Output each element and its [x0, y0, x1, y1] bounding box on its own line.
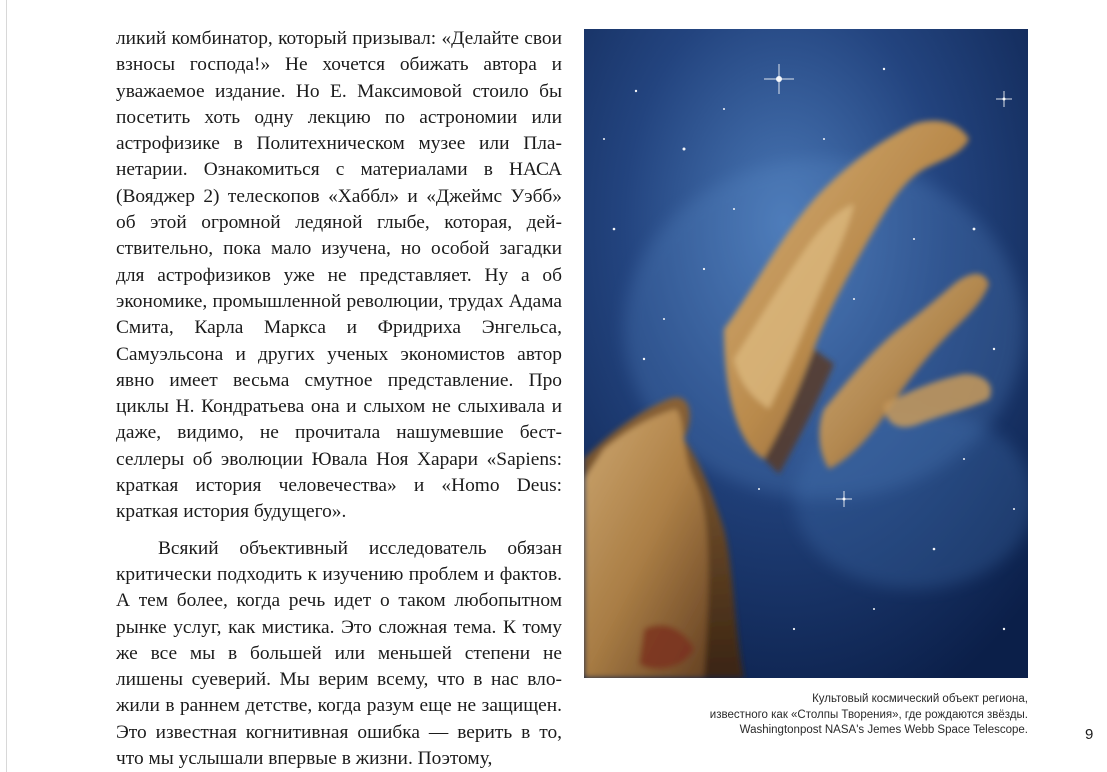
page-number: 9 — [1085, 726, 1094, 743]
caption-line: Культовый космический объект региона, — [812, 693, 1028, 705]
article-paragraph: ликий комбинатор, который призывал: «Делайте свои взносы господа!» Не хочется обижать автора и уважаемое издание. Но Е. Максимовой стоило бы посетить хоть одну лекцию по астрономии или астрофизике в Политехническом музее или Планетарии. Ознакомиться с материалами в НАСА (Вояджер 2) телескопов «Хаббл» и «Джеймс Уэбб» об этой огромной ледяной глыбе, которая, действительно, пока мало изучена, но особой загадки для астрофизиков уже не представляет. Ну а об экономике, промышленной революции, трудах Адама Смита, Карла Маркса и Фридриха Энгельса, Самуэльсона и других ученых экономистов автор явно имеет весьма смутное представление. Про циклы Н. Кондратьева она и слыхом не слыхивала и даже, видимо, не прочитала нашумевшие бестселлеры об эволюции Ювала Ноя Харари «Sapiens: краткая история человечества» и «Homo Deus: краткая история будущего». — [116, 28, 562, 523]
photo-caption — [584, 692, 1028, 739]
article-paragraph: Всякий объективный исследователь обязан критически подходить к изучению проблем и фактов. А тем более, когда речь идет о таком любопытном рынке услуг, как мистика. Это сложная тема. К тому же все мы в большей или меньшей степени не лишены суеверий. Мы верим всему, что в нас вложили в раннем детстве, когда разум еще не защищен. Это известная когнитивная ошибка — верить в то, что мы услышали впервые в жизни. Поэтому, — [116, 537, 562, 770]
page-edge-rule — [6, 0, 7, 772]
article-body — [116, 26, 562, 772]
caption-line: Washingtonpost NASA's Jemes Webb Space Telescope. — [739, 724, 1028, 736]
caption-line: известного как «Столпы Творения», где рождаются звёзды. — [709, 708, 1028, 721]
nebula-photo — [584, 29, 1028, 678]
